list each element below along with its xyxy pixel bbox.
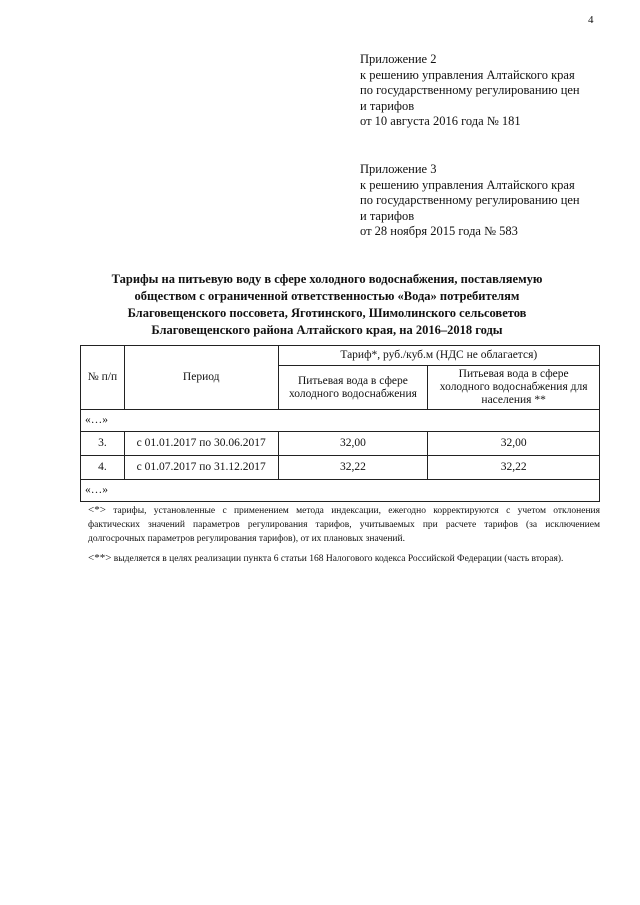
table-row — [81, 432, 600, 456]
ellipsis-row: «…» — [81, 480, 600, 502]
header-drinking-water-population: Питьевая вода в сфере холодного водоснабжения для населения ** — [428, 366, 600, 410]
row-period: с 01.01.2017 по 30.06.2017 — [124, 432, 278, 456]
row-tariff-2: 32,00 — [428, 432, 600, 456]
footnote-text: тарифы, установленные с применением метода индексации, ежегодно корректируются с учетом отклонения фактических значений параметров регулирования тарифов, учитываемых при расчете тарифов (за исключением долгосрочных параметров регулирования тарифов), от их плановых значений. — [88, 506, 600, 544]
appendix-line: Приложение 2 — [360, 52, 437, 66]
row-number: 4. — [81, 456, 125, 480]
row-number: 3. — [81, 432, 125, 456]
footnotes — [88, 503, 600, 571]
table-row — [81, 456, 600, 480]
appendix-line: и тарифов — [360, 208, 415, 223]
footnote-text: выделяется в целях реализации пункта 6 статьи 168 Налогового кодекса Российской Федерации (часть вторая). — [113, 554, 564, 564]
appendix-line: от 28 ноября 2015 года № 583 — [360, 224, 518, 238]
appendix-2-header — [360, 52, 620, 130]
appendix-3-header — [360, 162, 620, 240]
appendix-line: от 10 августа 2016 года № 181 — [360, 114, 521, 128]
header-period: Период — [124, 346, 278, 410]
header-drinking-water: Питьевая вода в сфере холодного водоснабжения — [278, 366, 428, 410]
appendix-line: и тарифов — [360, 98, 415, 113]
document-title: Тарифы на питьевую воду в сфере холодного водоснабжения, поставляемую обществом с ограниченной ответственностью «Вода» потребителям Благовещенского поссовета, Яготинского, Шимолинского сельсоветов Благовещенского района Алтайского края, на 2016–2018 годы — [111, 272, 543, 337]
page-number: 4 — [588, 14, 594, 26]
appendix-line: по государственному регулированию цен — [360, 193, 580, 207]
footnote-2 — [88, 551, 600, 566]
appendix-line: Приложение 3 — [360, 162, 437, 176]
tariff-table — [80, 345, 600, 502]
footnote-mark: <*> — [88, 504, 106, 516]
header-number: № п/п — [81, 346, 125, 410]
appendix-line: к решению управления Алтайского края — [360, 177, 575, 192]
row-tariff-1: 32,00 — [278, 432, 428, 456]
row-period: с 01.07.2017 по 31.12.2017 — [124, 456, 278, 480]
ellipsis-row: «…» — [81, 410, 600, 432]
footnote-1 — [88, 503, 600, 546]
header-tariff: Тариф*, руб./куб.м (НДС не облагается) — [278, 346, 599, 366]
appendix-line: по государственному регулированию цен — [360, 83, 580, 97]
row-tariff-1: 32,22 — [278, 456, 428, 480]
row-tariff-2: 32,22 — [428, 456, 600, 480]
footnote-mark: <**> — [88, 552, 112, 564]
appendix-line: к решению управления Алтайского края — [360, 67, 575, 82]
